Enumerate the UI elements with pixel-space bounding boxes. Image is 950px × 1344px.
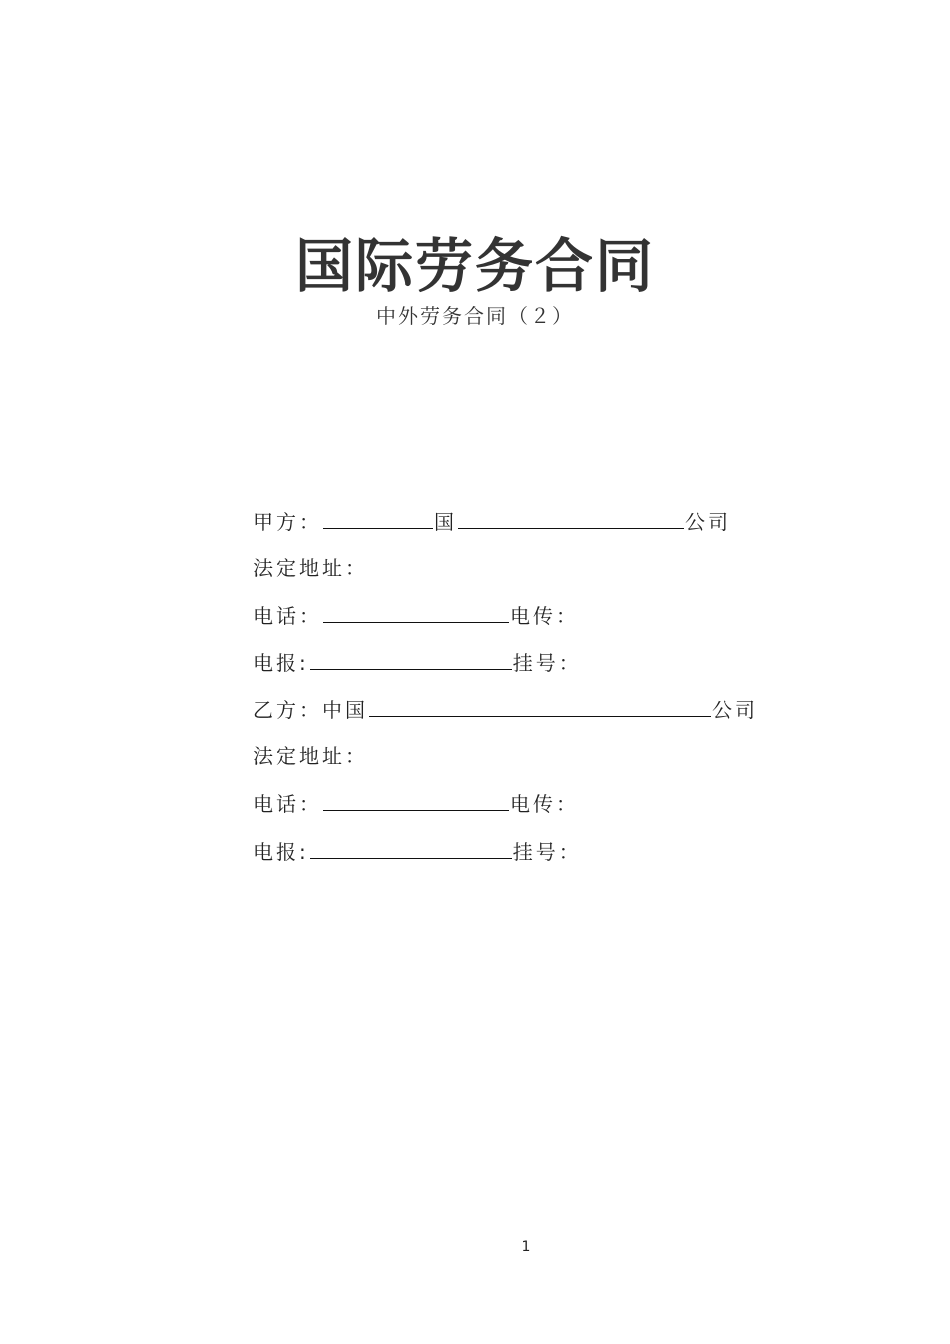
party-a-address-label: 法定地址： — [253, 556, 368, 580]
party-b-cable-label: 挂号： — [512, 840, 582, 864]
party-b-telegram-blank[interactable] — [310, 836, 512, 859]
party-a-company-blank[interactable] — [458, 506, 684, 529]
party-b-address-label: 法定地址： — [253, 744, 368, 768]
party-a-telegram-line — [253, 647, 582, 677]
party-a-telegram-label: 电报: — [253, 651, 309, 675]
party-a-label: 甲方： — [253, 510, 322, 534]
party-a-phone-line — [253, 600, 579, 630]
party-a-phone-blank[interactable] — [323, 600, 509, 623]
party-b-telegram-line — [253, 836, 582, 866]
party-b-phone-blank[interactable] — [323, 788, 509, 811]
party-b-company-blank[interactable] — [369, 694, 711, 717]
party-a-telegram-blank[interactable] — [310, 647, 512, 670]
page-number: 1 — [521, 1239, 531, 1255]
party-a-country-suffix: 国 — [434, 510, 457, 534]
party-a-company-suffix: 公司 — [685, 510, 731, 534]
party-b-name-line — [253, 694, 758, 724]
party-b-label: 乙方：中国 — [253, 698, 368, 722]
party-a-telex-label: 电传： — [510, 604, 579, 628]
party-b-company-suffix: 公司 — [712, 698, 758, 722]
party-b-phone-line — [253, 788, 579, 818]
contract-title: 国际劳务合同 — [294, 232, 655, 300]
party-a-name-line — [253, 506, 731, 536]
party-a-phone-label: 电话： — [253, 604, 322, 628]
contract-subtitle: 中外劳务合同（２） — [376, 304, 574, 328]
party-b-phone-label: 电话： — [253, 792, 322, 816]
party-b-telegram-label: 电报: — [253, 840, 309, 864]
party-a-address-line — [253, 553, 368, 583]
party-b-address-line — [253, 741, 368, 771]
party-b-telex-label: 电传： — [510, 792, 579, 816]
party-a-cable-label: 挂号： — [512, 651, 582, 675]
party-a-country-blank[interactable] — [323, 506, 433, 529]
